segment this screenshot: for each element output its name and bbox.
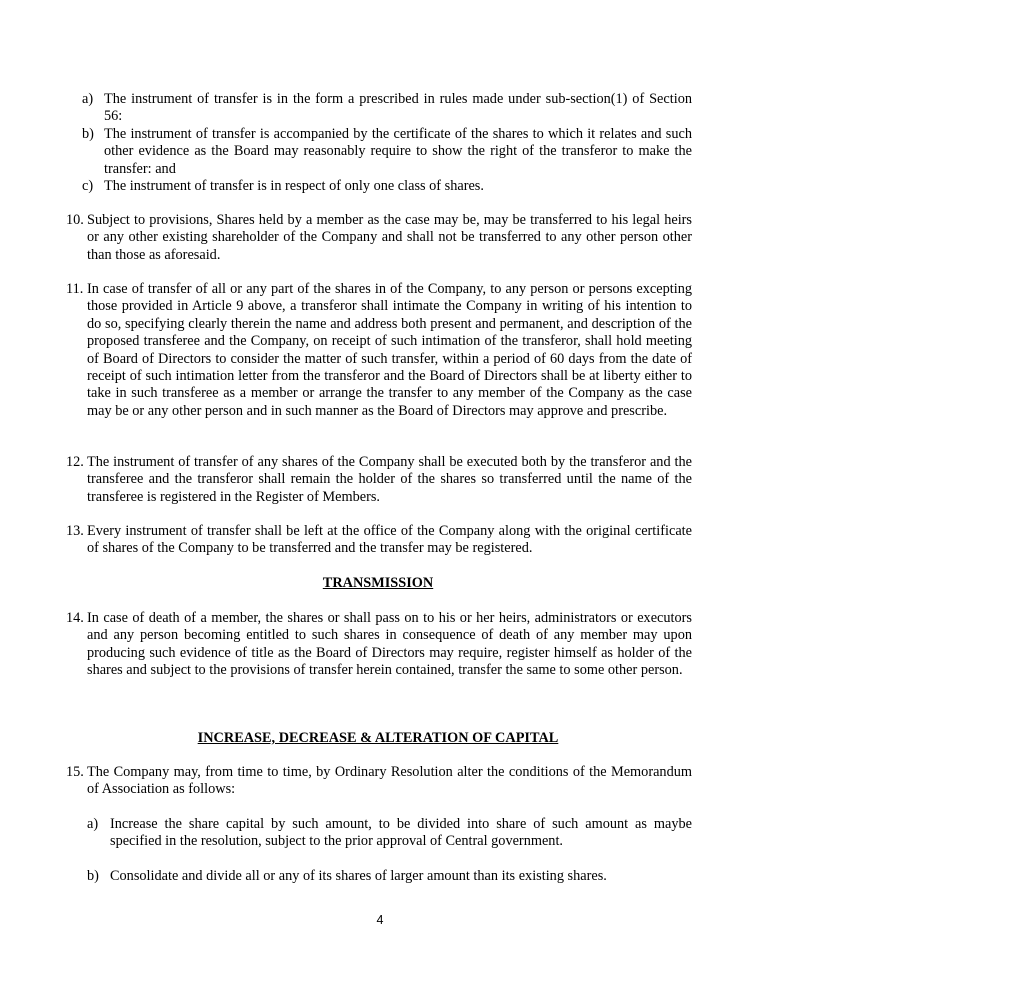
article-13 [66, 523, 692, 558]
list-item-label: a) [87, 816, 99, 832]
section-heading-capital: INCREASE, DECREASE & ALTERATION OF CAPITAL [197, 730, 559, 746]
list-item-label: b) [87, 868, 99, 884]
article-number: 12. [66, 454, 84, 470]
article-11 [66, 281, 692, 437]
article-number: 11. [66, 281, 84, 297]
capital-item-a [87, 816, 692, 851]
article-number: 14. [66, 610, 84, 626]
list-item-text: Consolidate and divide all or any of its shares of larger amount than its existing shares. [110, 868, 607, 884]
list-item-a [82, 91, 692, 126]
section-heading-transmission: TRANSMISSION [322, 575, 434, 591]
list-item-text: The instrument of transfer is in the form a prescribed in rules made under sub-section(1) of Section 56: [104, 91, 692, 125]
list-item-label: c) [82, 178, 94, 194]
list-item-text: Increase the share capital by such amount, to be divided into share of such amount as maybe specified in the resolution, subject to the prior approval of Central government. [110, 816, 692, 850]
article-text: In case of transfer of all or any part of the shares in of the Company, to any person or persons excepting those provided in Article 9 above, a transferor shall intimate the Company in writing of his intention to do so, specifying clearly therein the name and address both present and permanent, and description of the proposed transferee and the Company, on receipt of such intimation of the transferor, shall hold meeting of Board of Directors to consider the matter of such transfer, within a period of 60 days from the date of receipt of such intimation letter from the transferor and the Board of Directors shall be at liberty either to take in such transferee as a member or arrange the transfer to any member of the Company as the case may be or any other person and in such manner as the Board of Directors may approve and prescribe. [87, 281, 692, 419]
article-10 [66, 212, 692, 264]
article-number: 15. [66, 764, 84, 780]
list-item-b [82, 126, 692, 178]
list-item-text: The instrument of transfer is accompanied by the certificate of the shares to which it relates and such other evidence as the Board may reasonably require to show the right of the transferor to make the transfer: and [104, 126, 692, 177]
list-item-label: a) [82, 91, 94, 107]
article-15 [66, 764, 692, 799]
list-item-label: b) [82, 126, 94, 142]
article-14 [66, 610, 692, 697]
capital-item-b [87, 868, 692, 886]
article-number: 13. [66, 523, 84, 539]
article-text: The instrument of transfer of any shares of the Company shall be executed both by the transferor and the transferee and the transferor shall remain the holder of the shares so transferred until the name of the transferee is registered in the Register of Members. [87, 454, 692, 505]
page-number: 4 [376, 913, 384, 927]
article-text: Every instrument of transfer shall be left at the office of the Company along with the original certificate of shares of the Company to be transferred and the transfer may be registered. [87, 523, 692, 557]
list-item-c [82, 178, 692, 196]
article-12 [66, 454, 692, 506]
article-text: In case of death of a member, the shares or shall pass on to his or her heirs, administrators or executors and any person becoming entitled to such shares in consequence of death of any member may upon producing such evidence of title as the Board of Directors may require, register himself as holder of the shares and subject to the provisions of transfer herein contained, transfer the same to some other person. [87, 610, 692, 679]
list-item-text: The instrument of transfer is in respect of only one class of shares. [104, 178, 484, 194]
article-text: Subject to provisions, Shares held by a member as the case may be, may be transferred to his legal heirs or any other existing shareholder of the Company and shall not be transferred to any other person other than those as aforesaid. [87, 212, 692, 263]
article-text: The Company may, from time to time, by Ordinary Resolution alter the conditions of the Memorandum of Association as follows: [87, 764, 692, 798]
article-number: 10. [66, 212, 84, 228]
